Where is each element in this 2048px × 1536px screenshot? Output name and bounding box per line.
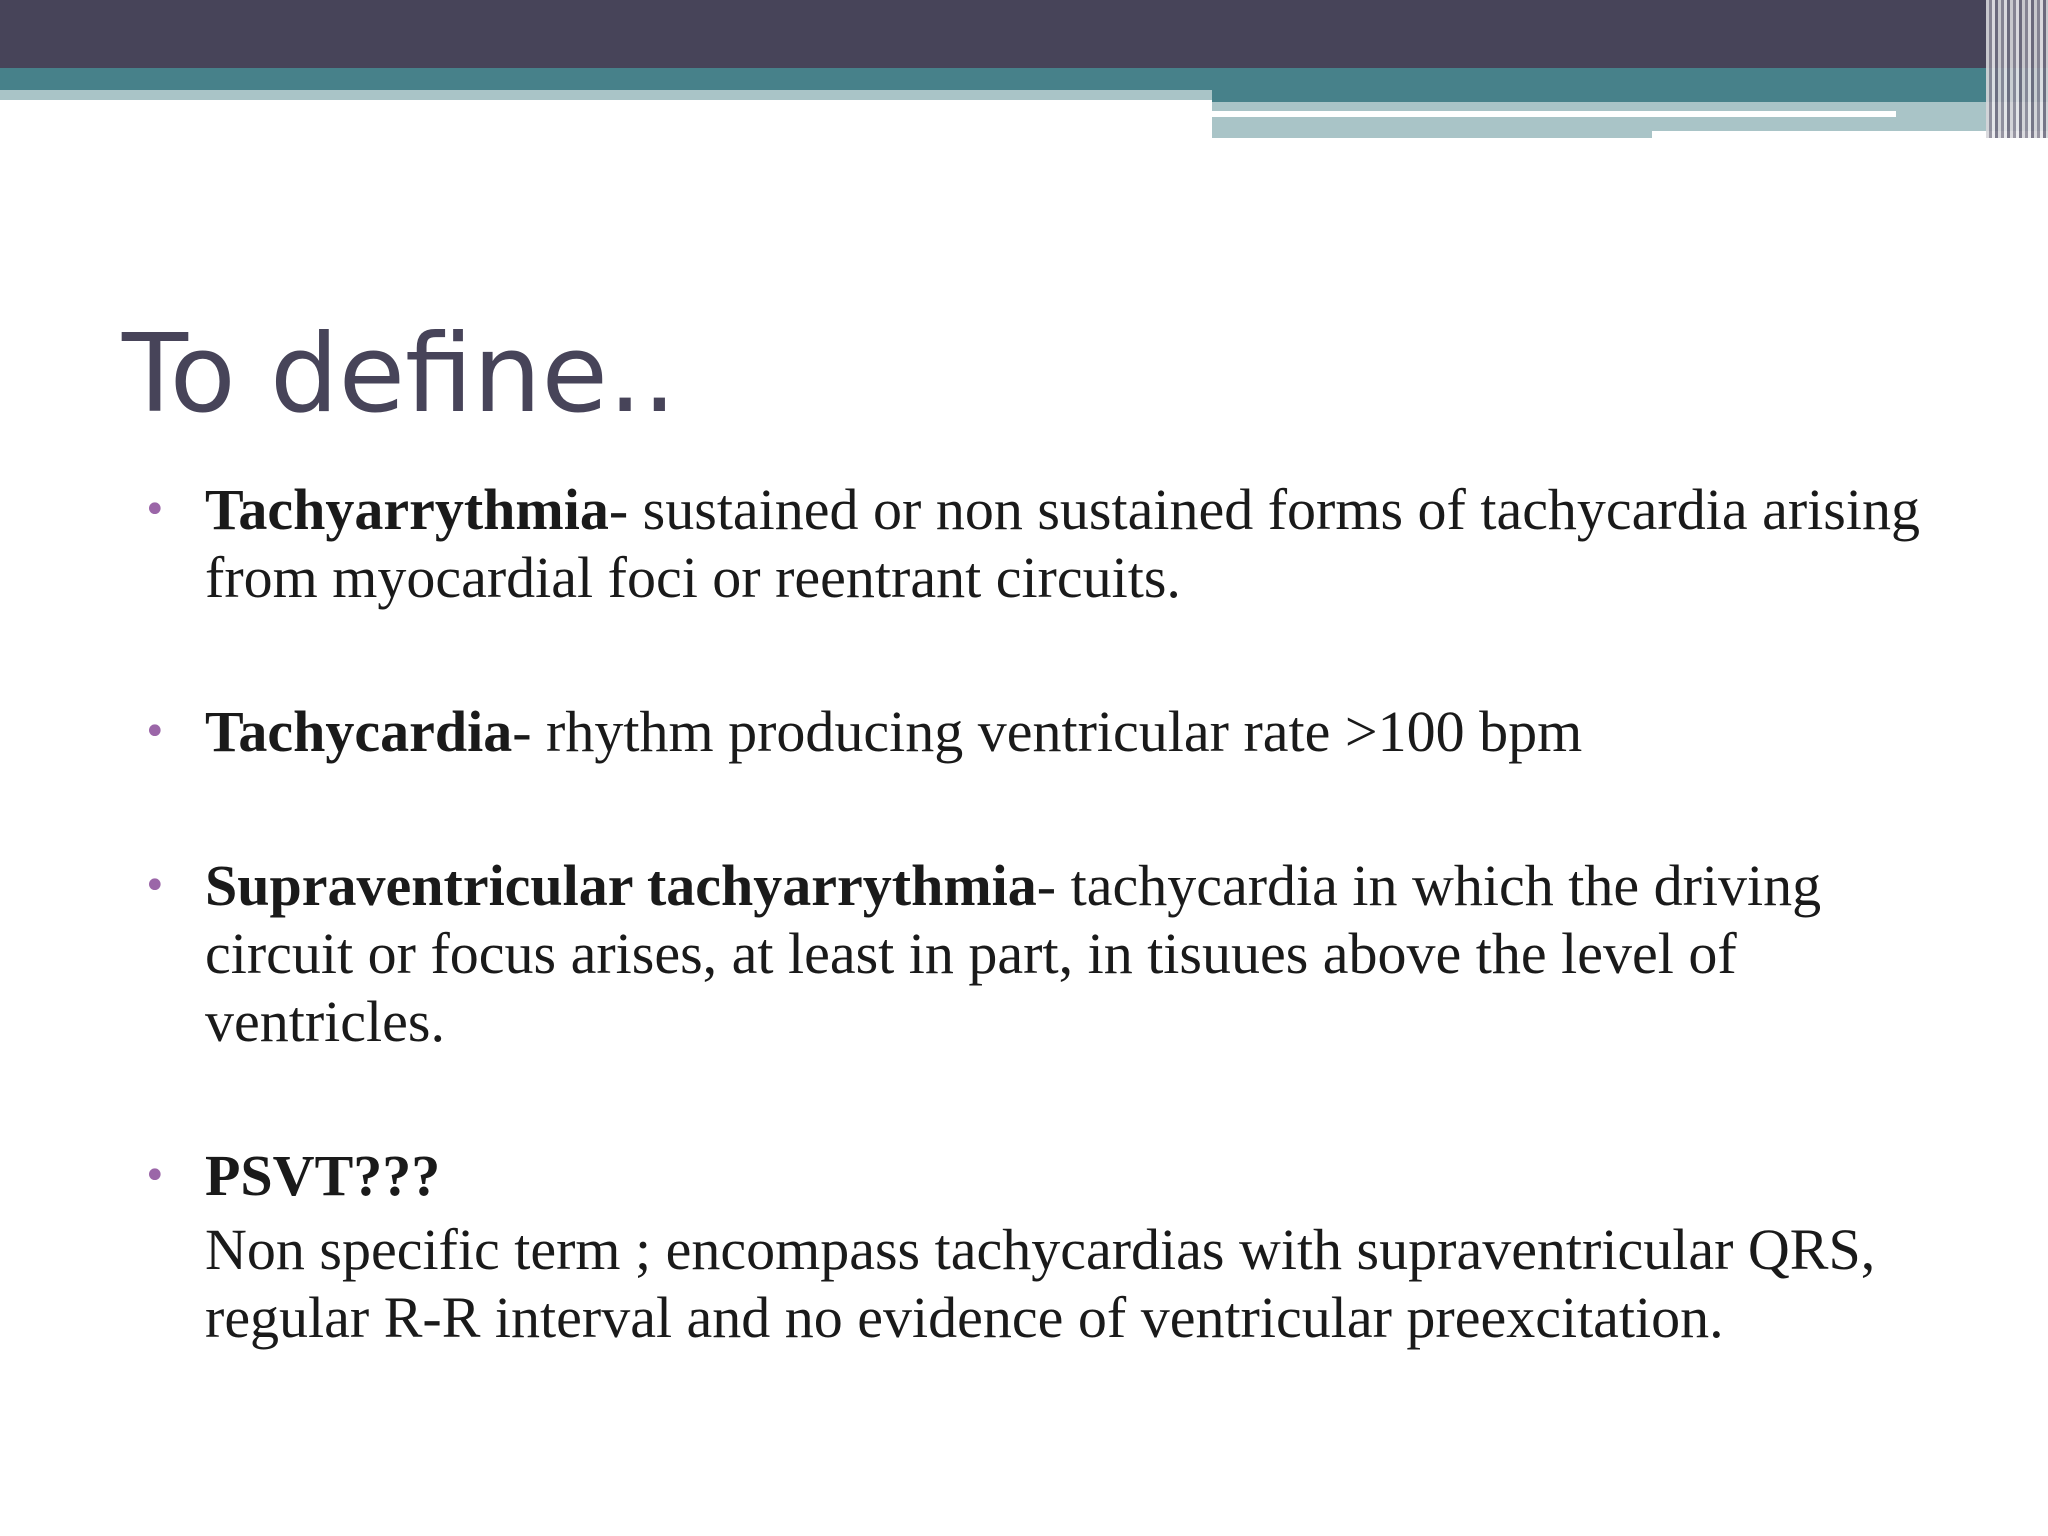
list-item: [143, 476, 1945, 612]
term-label: PSVT???: [205, 1143, 441, 1208]
term-label: Tachycardia: [205, 699, 513, 764]
list-item: [143, 852, 1945, 1056]
term-label: Tachyarrythmia: [205, 477, 609, 542]
header-bar-teal-left: [0, 68, 1212, 90]
bullet-dot-icon: •: [143, 709, 167, 755]
term-label: Supraventricular tachyarrythmia: [205, 853, 1037, 918]
bullet-dot-icon: •: [143, 1153, 167, 1199]
header-bar-dark: [0, 0, 2048, 68]
header-stripes: [1986, 0, 2048, 138]
bullet-dot-icon: •: [143, 863, 167, 909]
psvt-description: Non specific term ; encompass tachycardias with supraventricular QRS, regular R-R interval and no evidence of ventricular preexcitation.: [205, 1217, 1876, 1350]
term-definition: - sustained or non sustained forms of tachycardia arising from myocardial foci or reentrant circuits.: [205, 477, 1920, 610]
slide-title: To define..: [122, 312, 677, 437]
header-bar-light-teal-left: [0, 90, 1212, 100]
list-item: [143, 698, 1945, 766]
term-definition: - rhythm producing ventricular rate >100 bpm: [512, 699, 1583, 764]
header-bar-teal-right: [1212, 68, 2048, 102]
term-definition: - tachycardia in which the driving circuit or focus arises, at least in part, in tisuues above the level of ventricles.: [205, 853, 1822, 1054]
bullet-dot-icon: •: [143, 487, 167, 533]
list-item: [143, 1142, 1945, 1210]
header-accent-line: [1212, 111, 1896, 117]
